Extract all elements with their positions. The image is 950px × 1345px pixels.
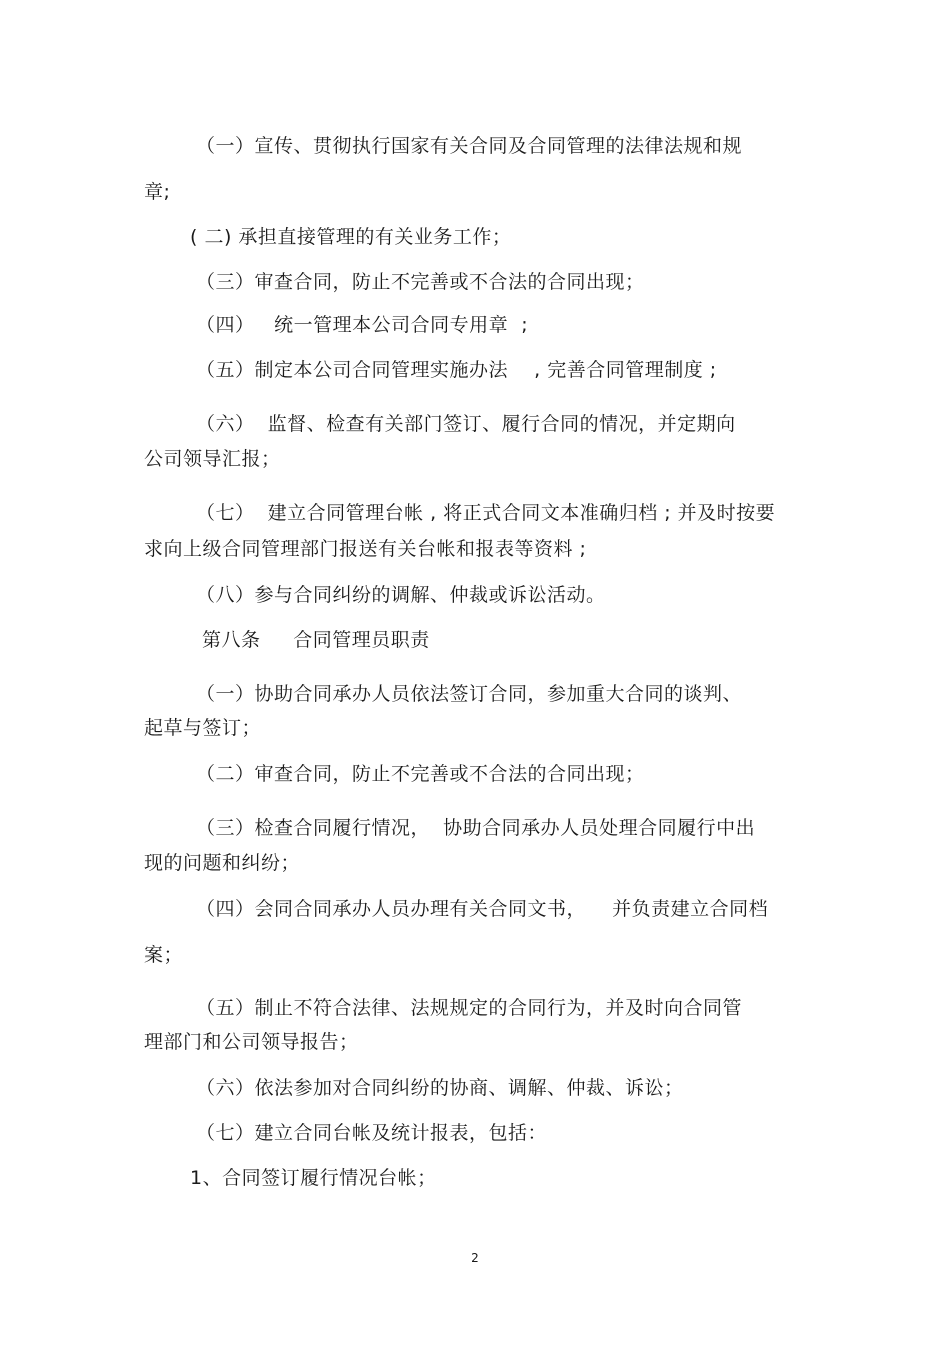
- text-line: （六）依法参加对合同纠纷的协商、调解、仲裁、诉讼；: [196, 1077, 684, 1099]
- text-line: 1、合同签订履行情况台帐；: [190, 1167, 437, 1189]
- text-line: 案；: [144, 944, 184, 966]
- text-line: 公司领导汇报；: [144, 448, 281, 470]
- text-line: 起草与签订；: [144, 717, 262, 739]
- text-line: 章;: [144, 181, 171, 203]
- text-line: 理部门和公司领导报告；: [144, 1031, 359, 1053]
- text-line: （四） 统一管理本公司合同专用章 ;: [196, 314, 529, 336]
- text-line: （八）参与合同纠纷的调解、仲裁或诉讼活动。: [196, 584, 606, 606]
- text-line: （四）会同合同承办人员办理有关合同文书， 并负责建立合同档: [196, 898, 769, 920]
- text-line: （六） 监督、检查有关部门签订、履行合同的情况，并定期向: [196, 413, 736, 435]
- text-line: （五）制定本公司合同管理实施办法 , 完善合同管理制度 ;: [196, 359, 717, 381]
- page-number: 2: [471, 1251, 479, 1265]
- text-line: 现的问题和纠纷；: [144, 852, 301, 874]
- text-line: 求向上级合同管理部门报送有关台帐和报表等资料 ;: [144, 538, 587, 560]
- text-line: （一）协助合同承办人员依法签订合同，参加重大合同的谈判、: [196, 683, 743, 705]
- text-line: （二）审查合同，防止不完善或不合法的合同出现；: [196, 763, 645, 785]
- text-line: （五）制止不符合法律、法规规定的合同行为，并及时向合同管: [196, 997, 743, 1019]
- text-line: （三）检查合同履行情况， 协助合同承办人员处理合同履行中出: [196, 817, 756, 839]
- text-line: （七） 建立合同管理台帐 , 将正式合同文本准确归档 ; 并及时按要: [196, 502, 776, 524]
- text-line: （七）建立合同台帐及统计报表，包括：: [196, 1122, 548, 1144]
- text-line: （三）审查合同，防止不完善或不合法的合同出现；: [196, 271, 645, 293]
- section-heading: 第八条 合同管理员职责: [202, 629, 430, 651]
- text-line: （一）宣传、贯彻执行国家有关合同及合同管理的法律法规和规: [196, 135, 743, 157]
- text-line: ( 二) 承担直接管理的有关业务工作；: [190, 226, 512, 248]
